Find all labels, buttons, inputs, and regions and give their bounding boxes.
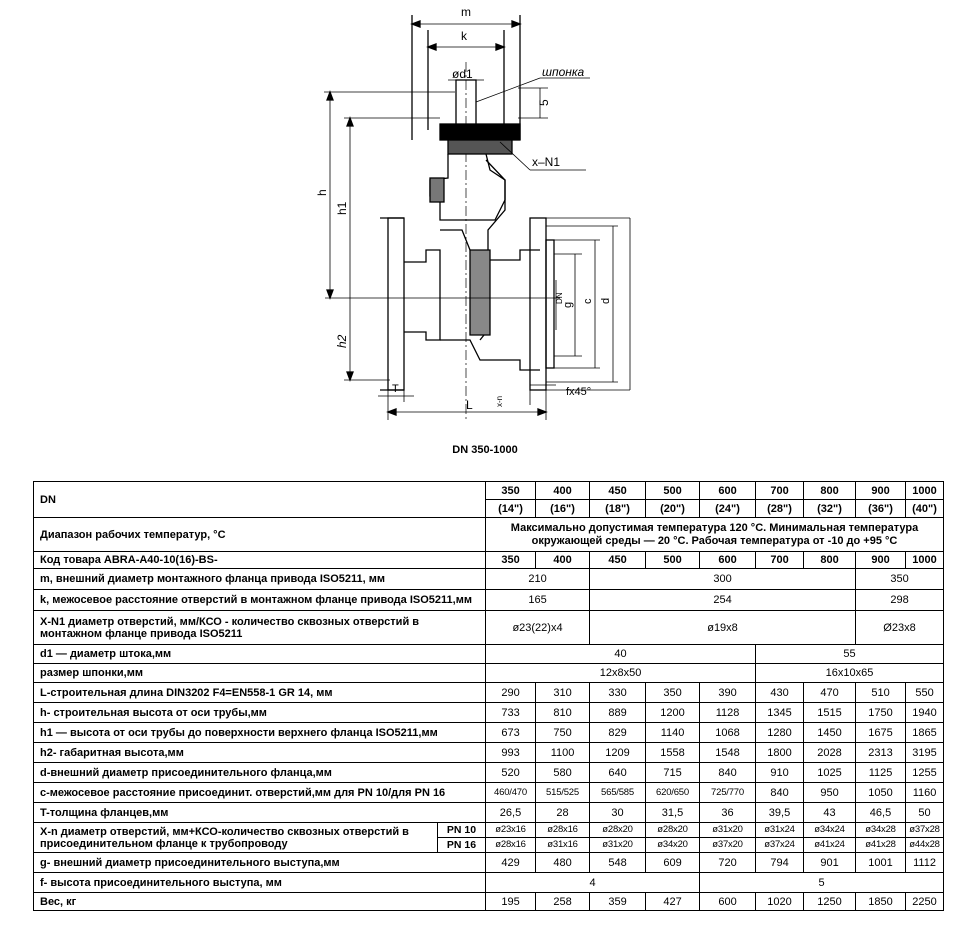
cell: 12х8х50 (486, 664, 756, 683)
cell: 30 (590, 803, 646, 823)
cell: ø44х28 (906, 838, 944, 853)
dim-d1-label: ød1 (452, 67, 473, 81)
cell: ø31х24 (756, 823, 804, 838)
cell: 359 (590, 893, 646, 911)
dim-h2-label: h2 (335, 334, 349, 348)
dim-c-label: c (582, 298, 594, 304)
row-product-code (34, 552, 944, 569)
cell: 1255 (906, 763, 944, 783)
cell: 910 (756, 763, 804, 783)
cell: 298 (856, 590, 944, 611)
cell: 1209 (590, 743, 646, 763)
dim-f45-label: fx45° (566, 386, 592, 398)
cell: 350 (646, 683, 700, 703)
row-label: h1 — высота от оси трубы до поверхности верхнего фланца ISO5211,мм (34, 723, 486, 743)
dim-m-label: m (461, 5, 471, 19)
cell: 40 (486, 645, 756, 664)
cell: ø31х20 (590, 838, 646, 853)
cell: 673 (486, 723, 536, 743)
cell: 36 (700, 803, 756, 823)
cell: 1558 (646, 743, 700, 763)
cell: 1112 (906, 853, 944, 873)
cell: ø28х20 (646, 823, 700, 838)
cell: 460/470 (486, 783, 536, 803)
dn-size: 700 (756, 482, 804, 500)
cell: 1675 (856, 723, 906, 743)
row-label: h2- габаритная высота,мм (34, 743, 486, 763)
row-label: h- строительная высота от оси трубы,мм (34, 703, 486, 723)
drawing-caption: DN 350-1000 (452, 444, 518, 456)
dn-inch: (24") (700, 500, 756, 518)
cell: 750 (536, 723, 590, 743)
cell: 400 (536, 552, 590, 569)
row-f (34, 873, 944, 893)
row-L (34, 683, 944, 703)
dn-size: 500 (646, 482, 700, 500)
cell: 2250 (906, 893, 944, 911)
cell: 43 (804, 803, 856, 823)
row-label: Вес, кг (34, 893, 486, 911)
dim-g-label: g (562, 301, 574, 308)
cell: 620/650 (646, 783, 700, 803)
cell: 548 (590, 853, 646, 873)
cell: 1345 (756, 703, 804, 723)
row-label: f- высота присоединительного выступа, мм (34, 873, 486, 893)
cell: 1000 (906, 552, 944, 569)
pn10-label: PN 10 (438, 823, 486, 838)
cell: ø37х28 (906, 823, 944, 838)
cell: 330 (590, 683, 646, 703)
cell: 429 (486, 853, 536, 873)
cell: 350 (486, 552, 536, 569)
cell: 720 (700, 853, 756, 873)
cell: ø34х24 (804, 823, 856, 838)
cell: 46,5 (856, 803, 906, 823)
row-label: d-внешний диаметр присоединительного фланца,мм (34, 763, 486, 783)
cell: 290 (486, 683, 536, 703)
dim-xn-label: x-n (495, 395, 504, 407)
cell: 254 (590, 590, 856, 611)
dn-size: 450 (590, 482, 646, 500)
cell: 55 (756, 645, 944, 664)
cell: 350 (856, 569, 944, 590)
cell: ø37х20 (700, 838, 756, 853)
header-row-sizes (34, 482, 944, 500)
row-h2 (34, 743, 944, 763)
cell: 515/525 (536, 783, 590, 803)
cell: ø28х20 (590, 823, 646, 838)
row-d1 (34, 645, 944, 664)
cell: ø31х16 (536, 838, 590, 853)
row-label: Код товара ABRA-A40-10(16)-BS- (34, 552, 486, 569)
cell: 470 (804, 683, 856, 703)
dn-size: 400 (536, 482, 590, 500)
cell: ø31х20 (700, 823, 756, 838)
cell: 725/770 (700, 783, 756, 803)
cell: 28 (536, 803, 590, 823)
dim-5-label: 5 (537, 99, 551, 106)
cell: 480 (536, 853, 590, 873)
cell: 500 (646, 552, 700, 569)
dim-T-label: T (392, 383, 399, 395)
dn-inch: (28") (756, 500, 804, 518)
row-h (34, 703, 944, 723)
row-label: m, внешний диаметр монтажного фланца привода ISO5211, мм (34, 569, 486, 590)
dn-inch: (20") (646, 500, 700, 518)
cell: 430 (756, 683, 804, 703)
row-label: g- внешний диаметр присоединительного выступа,мм (34, 853, 486, 873)
cell: 1100 (536, 743, 590, 763)
temperature-note: Максимально допустимая температура 120 °С. Минимальная температура окружающей среды — 20 °С. Рабочая температура от -10 до +95 °С (486, 518, 944, 552)
cell: 1125 (856, 763, 906, 783)
cell: 31,5 (646, 803, 700, 823)
cell: 715 (646, 763, 700, 783)
dim-L-label: L (466, 398, 473, 412)
cell: 1200 (646, 703, 700, 723)
dim-xn1-label: x–N1 (532, 155, 561, 169)
cell: ø34х20 (646, 838, 700, 853)
cell: 600 (700, 552, 756, 569)
cell: 609 (646, 853, 700, 873)
cell: 310 (536, 683, 590, 703)
cell: 1450 (804, 723, 856, 743)
row-label: Диапазон рабочих температур, °C (34, 518, 486, 552)
row-label: d1 — диаметр штока,мм (34, 645, 486, 664)
cell: 1050 (856, 783, 906, 803)
cell: 1001 (856, 853, 906, 873)
row-xn1 (34, 611, 944, 645)
row-c (34, 783, 944, 803)
cell: 794 (756, 853, 804, 873)
cell: 1750 (856, 703, 906, 723)
cell: 210 (486, 569, 590, 590)
cell: 1865 (906, 723, 944, 743)
cell: ø34х28 (856, 823, 906, 838)
cell: 16х10х65 (756, 664, 944, 683)
cell: 565/585 (590, 783, 646, 803)
cell: 300 (590, 569, 856, 590)
cell: ø37х24 (756, 838, 804, 853)
row-weight (34, 893, 944, 911)
dn-inch: (16") (536, 500, 590, 518)
dn-inch: (40") (906, 500, 944, 518)
cell: 1250 (804, 893, 856, 911)
row-label: размер шпонки,мм (34, 664, 486, 683)
row-g (34, 853, 944, 873)
cell: 840 (756, 783, 804, 803)
valve-technical-drawing (300, 0, 660, 430)
dn-inch: (36") (856, 500, 906, 518)
row-h1 (34, 723, 944, 743)
row-label: L-строительная длина DIN3202 F4=EN558-1 GR 14, мм (34, 683, 486, 703)
dn-size: 600 (700, 482, 756, 500)
cell: 1548 (700, 743, 756, 763)
cell: ø23х16 (486, 823, 536, 838)
cell: ø28х16 (486, 838, 536, 853)
cell: 4 (486, 873, 700, 893)
cell: 520 (486, 763, 536, 783)
row-temperature (34, 518, 944, 552)
cell: 258 (536, 893, 590, 911)
dn-inch: (18") (590, 500, 646, 518)
dim-h-label: h (315, 189, 329, 196)
row-label: c-межосевое расстояние присоединит. отверстий,мм для PN 10/для PN 16 (34, 783, 486, 803)
cell: 810 (536, 703, 590, 723)
row-label: T-толщина фланцев,мм (34, 803, 486, 823)
row-label: X-N1 диаметр отверстий, мм/КСО - количество сквозных отверстий в монтажном фланце привода ISO5211 (34, 611, 486, 645)
cell: 1140 (646, 723, 700, 743)
pn16-label: PN 16 (438, 838, 486, 853)
cell: 640 (590, 763, 646, 783)
cell: 840 (700, 763, 756, 783)
cell: 5 (700, 873, 944, 893)
cell: 800 (804, 552, 856, 569)
row-xn-pn10 (34, 823, 944, 838)
cell: 165 (486, 590, 590, 611)
dn-size: 900 (856, 482, 906, 500)
cell: 26,5 (486, 803, 536, 823)
cell: 50 (906, 803, 944, 823)
cell: 3195 (906, 743, 944, 763)
row-k (34, 590, 944, 611)
row-m (34, 569, 944, 590)
cell: 1160 (906, 783, 944, 803)
dn-inch: (32") (804, 500, 856, 518)
cell: Ø23х8 (856, 611, 944, 645)
cell: 889 (590, 703, 646, 723)
cell: 1515 (804, 703, 856, 723)
cell: ø28х16 (536, 823, 590, 838)
cell: 39,5 (756, 803, 804, 823)
dn-size: 350 (486, 482, 536, 500)
cell: 901 (804, 853, 856, 873)
cell: 2313 (856, 743, 906, 763)
cell: 733 (486, 703, 536, 723)
cell: 1850 (856, 893, 906, 911)
row-T (34, 803, 944, 823)
cell: ø41х28 (856, 838, 906, 853)
dim-h1-label: h1 (335, 201, 349, 215)
cell: 1025 (804, 763, 856, 783)
cell: 390 (700, 683, 756, 703)
cell: ø41х24 (804, 838, 856, 853)
spec-table (33, 481, 944, 911)
cell: 1020 (756, 893, 804, 911)
cell: 2028 (804, 743, 856, 763)
cell: ø19х8 (590, 611, 856, 645)
cell: 1940 (906, 703, 944, 723)
row-label: X-n диаметр отверстий, мм+КСО-количество сквозных отверстий в присоединительном фланце к трубопроводу (34, 823, 438, 853)
cell: 600 (700, 893, 756, 911)
dn-size: 1000 (906, 482, 944, 500)
cell: 550 (906, 683, 944, 703)
cell: 580 (536, 763, 590, 783)
cell: 1068 (700, 723, 756, 743)
cell: 700 (756, 552, 804, 569)
cell: 900 (856, 552, 906, 569)
dn-inch: (14") (486, 500, 536, 518)
cell: 950 (804, 783, 856, 803)
cell: 1128 (700, 703, 756, 723)
key-label: шпонка (542, 65, 585, 79)
cell: 1280 (756, 723, 804, 743)
dim-dn-label: DN (555, 292, 564, 304)
cell: 450 (590, 552, 646, 569)
cell: 510 (856, 683, 906, 703)
dim-d-label: d (600, 297, 612, 304)
row-d (34, 763, 944, 783)
cell: 1800 (756, 743, 804, 763)
dn-size: 800 (804, 482, 856, 500)
dim-k-label: k (461, 29, 467, 43)
cell: 195 (486, 893, 536, 911)
cell: ø23(22)х4 (486, 611, 590, 645)
cell: 427 (646, 893, 700, 911)
header-dn-label: DN (34, 482, 486, 518)
row-key (34, 664, 944, 683)
cell: 993 (486, 743, 536, 763)
row-label: k, межосевое расстояние отверстий в монтажном фланце привода ISO5211,мм (34, 590, 486, 611)
cell: 829 (590, 723, 646, 743)
